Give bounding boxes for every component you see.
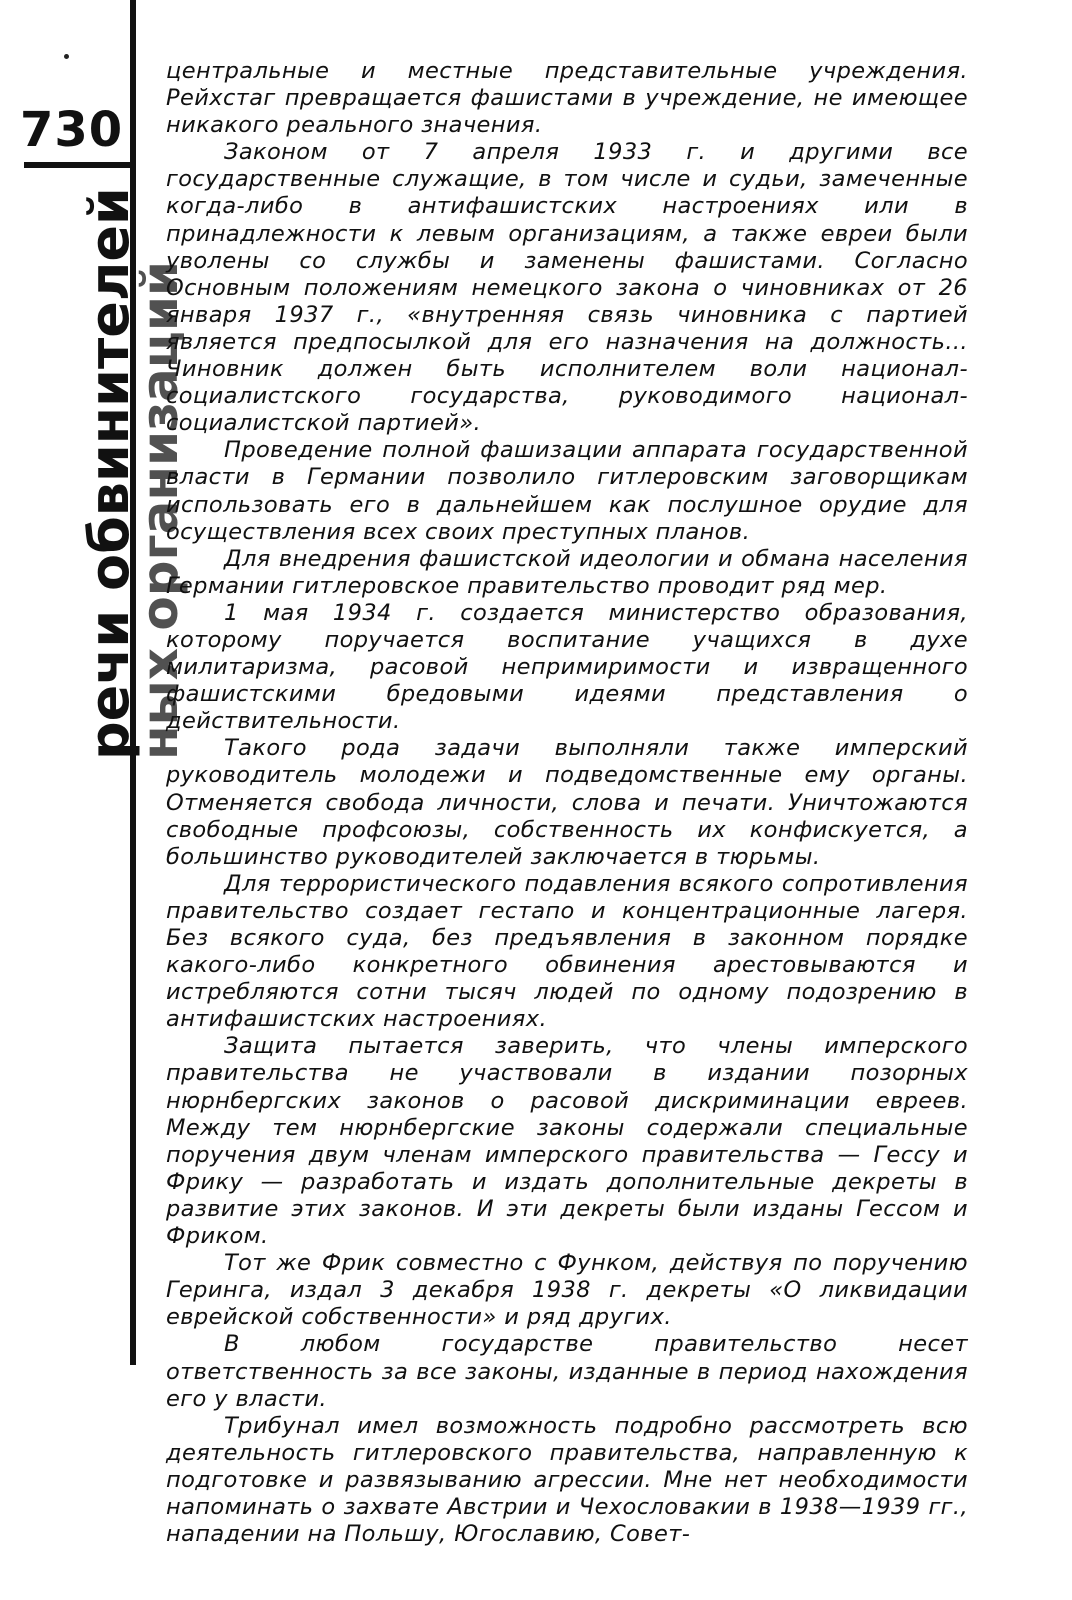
page-margin: [0, 0, 189, 1600]
paragraph: Законом от 7 апреля 1933 г. и другими все государственные служащие, в том числе и судьи, замеченные когда-либо в антифашистских настроениях или в принадлежности к левым организациям, а также евреи были уволены со службы и заменены фашистами. Согласно Основным положениям немецкого закона о чиновниках от 26 января 1937 г., «внутренняя связь чиновника с партией является предпосылкой для его назначения на должность... Чиновник должен быть исполнителем воли национал-социалистского государства, руководимого национал-социалистской партией».: [166, 139, 968, 437]
paragraph: Трибунал имел возможность подробно рассмотреть всю деятельность гитлеровского правительства, направленную к подготовке и развязыванию агрессии. Мне нет необходимости напоминать о захвате Австрии и Чехословакии в 1938—1939 гг., нападении на Польшу, Югославию, Совет-: [166, 1412, 968, 1548]
margin-mark: [64, 54, 69, 59]
paragraph: Для внедрения фашистской идеологии и обмана населения Германии гитлеровское правительство проводит ряд мер.: [166, 545, 968, 599]
paragraph: Такого рода задачи выполняли также имперский руководитель молодежи и подведомственные ему органы. Отменяется свобода личности, слова и печати. Уничтожаются свободные профсоюзы, собственность их конфискуется, а большинство руководителей заключается в тюрьмы.: [166, 735, 968, 870]
paragraph: Для террористического подавления всякого сопротивления правительство создает гестапо и концентрационные лагеря. Без всякого суда, без предъявления в законном порядке какого-либо конкретного обвинения арестовываются и истребляются сотни тысяч людей по одному подозрению в антифашистских настроениях.: [166, 870, 968, 1033]
paragraph: центральные и местные представительные учреждения. Рейхстаг превращается фашистами в учреждение, не имеющее никакого реального значения.: [166, 58, 968, 139]
paragraph: Защита пытается заверить, что члены имперского правительства не участвовали в издании позорных нюрнбергских законов о расовой дискриминации евреев. Между тем нюрнбергские законы содержали специальные поручения двум членам имперского правительства — Гессу и Фрику — разработать и издать дополнительные декреты в развитие этих законов. И эти декреты были изданы Гессом и Фриком.: [166, 1033, 968, 1250]
running-title-text: речи обвинителей: [78, 187, 141, 760]
running-subtitle-text: ных организаций: [131, 261, 189, 760]
body-text: [166, 58, 968, 1548]
page-number: 730: [20, 102, 124, 158]
paragraph: Тот же Фрик совместно с Функом, действуя по поручению Геринга, издал 3 декабря 1938 г. декреты «О ликвидации еврейской собственности» и ряд других.: [166, 1250, 968, 1331]
paragraph: Проведение полной фашизации аппарата государственной власти в Германии позволило гитлеровским заговорщикам использовать его в дальнейшем как послушное орудие для осуществления всех своих преступных планов.: [166, 437, 968, 545]
paragraph: 1 мая 1934 г. создается министерство образования, которому поручается воспитание учащихся в духе милитаризма, расовой непримиримости и извращенного фашистскими бредовыми идеями представления о действительности.: [166, 599, 968, 735]
paragraph: В любом государстве правительство несет ответственность за все законы, изданные в период нахождения его у власти.: [166, 1331, 968, 1412]
